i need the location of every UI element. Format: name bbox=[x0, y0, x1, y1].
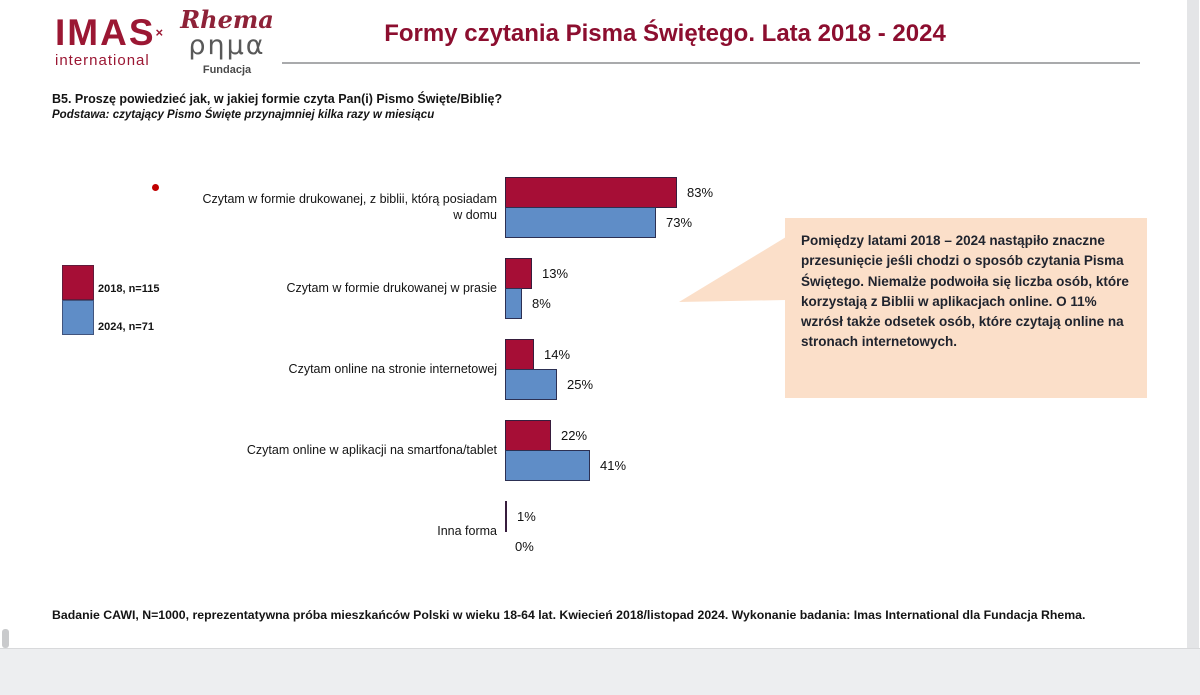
bottom-gray-band bbox=[0, 648, 1200, 695]
category-label: Czytam online w aplikacji na smartfona/tablet bbox=[246, 442, 497, 457]
question-base-text: Podstawa: czytający Pismo Święte przynajmniej kilka razy w miesiącu bbox=[52, 109, 435, 121]
rhema-greek-text: ρημα bbox=[188, 30, 266, 61]
rhema-subtitle: Fundacja bbox=[202, 64, 252, 76]
value-label-2018: 83% bbox=[687, 185, 714, 200]
category-label: Czytam w formie drukowanej, z biblii, którą posiadam w domu bbox=[202, 191, 497, 222]
bar-2024 bbox=[505, 369, 557, 400]
value-label-2018: 14% bbox=[544, 347, 571, 362]
callout-text: Pomiędzy latami 2018 – 2024 nastąpiło znaczne przesunięcie jeśli chodzi o sposób czytania Pisma Świętego. Niemalże podwoiła się liczba osób, które korzystają z Biblii w aplikacjach online. O 11% wzrósł także odsetek osób, które czytają online na stronach internetowych. bbox=[801, 233, 1129, 350]
value-label-2024: 0% bbox=[515, 539, 534, 554]
value-label-2018: 13% bbox=[542, 266, 569, 281]
bar-2018 bbox=[505, 420, 551, 451]
imas-trademark: × bbox=[155, 25, 166, 40]
bar-2018 bbox=[505, 258, 532, 289]
value-label-2018: 22% bbox=[561, 428, 588, 443]
value-label-2024: 25% bbox=[567, 377, 594, 392]
footer-note: Badanie CAWI, N=1000, reprezentatywna próba mieszkańców Polski w wieku 18-64 lat. Kwiecień 2018/listopad 2024. Wykonanie badania: Imas International dla Fundacja Rhema. bbox=[52, 608, 1086, 622]
bar-2018 bbox=[505, 339, 534, 370]
question-text: B5. Proszę powiedzieć jak, w jakiej formie czyta Pan(i) Pismo Święte/Biblię? bbox=[52, 92, 503, 106]
chart-row bbox=[0, 420, 1200, 482]
imas-logo-subtitle: international bbox=[55, 52, 150, 69]
bar-2018 bbox=[505, 177, 677, 208]
category-label: Czytam w formie drukowanej w prasie bbox=[286, 280, 497, 295]
bar-2024 bbox=[505, 288, 522, 319]
callout-box bbox=[785, 218, 1147, 398]
bar-2024 bbox=[505, 207, 656, 238]
right-edge-strip bbox=[1187, 0, 1199, 695]
callout-pointer bbox=[679, 236, 787, 306]
value-label-2018: 1% bbox=[517, 509, 536, 524]
page-title: Formy czytania Pisma Świętego. Lata 2018 - 2024 bbox=[384, 20, 946, 47]
imas-logo-wordmark: IMAS× bbox=[55, 12, 166, 53]
chart-row bbox=[0, 501, 1200, 563]
bar-2018 bbox=[505, 501, 507, 532]
value-label-2024: 41% bbox=[600, 458, 627, 473]
value-label-2024: 73% bbox=[666, 215, 693, 230]
bar-2024 bbox=[505, 450, 590, 481]
value-label-2024: 8% bbox=[532, 296, 551, 311]
legend-label: 2024, n=71 bbox=[98, 321, 154, 333]
rhema-script-text: Rhema bbox=[180, 5, 274, 34]
legend-label: 2018, n=115 bbox=[98, 283, 160, 295]
category-label: Inna forma bbox=[437, 523, 497, 538]
category-label: Czytam online na stronie internetowej bbox=[288, 361, 497, 376]
scrollbar-fragment[interactable] bbox=[2, 629, 9, 648]
